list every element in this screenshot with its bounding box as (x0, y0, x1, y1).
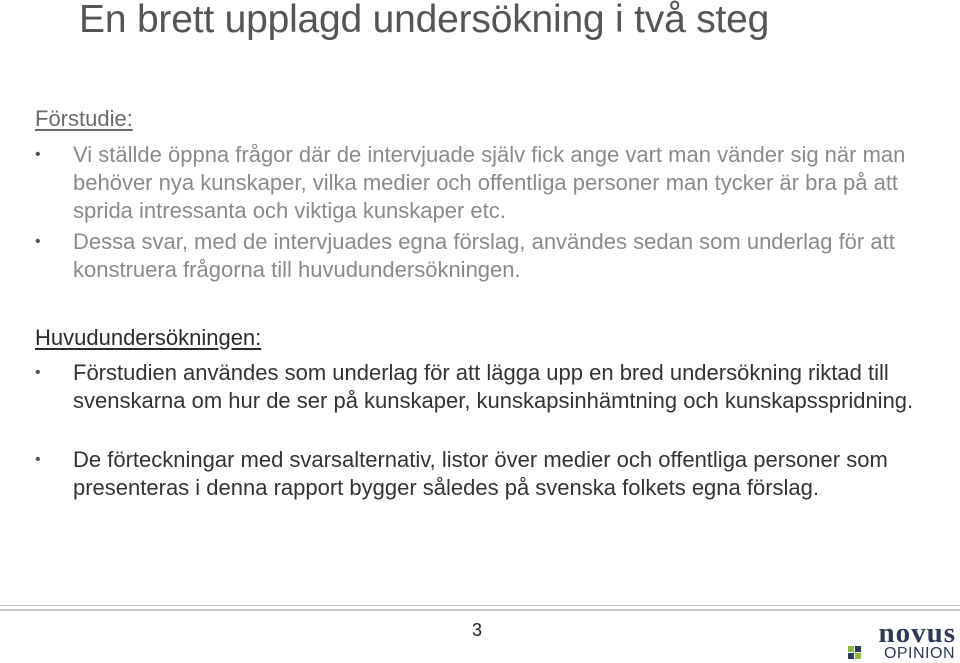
bullet-text: Förstudien användes som underlag för att lägga upp en bred undersökning riktad till svenskarna om hur de ser på kunskaper, kunskapsinhämtning och kunskapsspridning. (73, 360, 914, 413)
bullet-text: Vi ställde öppna frågor där de intervjuade själv fick ange vart man vänder sig när man behöver nya kunskaper, vilka medier och offentliga personer man tycker är bra på att sprida intressanta och viktiga kunskaper etc. (73, 142, 906, 223)
footer-divider (0, 605, 960, 606)
bullet-icon: • (35, 233, 41, 250)
page-number: 3 (471, 620, 482, 640)
bullet-text: De förteckningar med svarsalternativ, listor över medier och offentliga personer som presenteras i denna rapport bygger således på svenska folkets egna förslag. (73, 447, 888, 500)
logo-brand: novus (878, 617, 956, 649)
section-heading: Förstudie: (35, 106, 133, 131)
list-item (35, 446, 935, 502)
novus-opinion-logo (848, 617, 956, 663)
bullet-icon: • (35, 146, 41, 163)
bullet-icon: • (35, 451, 41, 468)
logo-sub: OPINION (883, 645, 955, 662)
list-item (35, 359, 935, 415)
bullet-icon: • (35, 364, 41, 381)
footer-divider (0, 609, 960, 611)
section-heading: Huvudundersökningen: (35, 325, 262, 350)
novus-mark-icon (848, 646, 862, 660)
slide-title: En brett upplagd undersökning i två steg (79, 0, 770, 41)
bullet-text: Dessa svar, med de intervjuades egna förslag, användes sedan som underlag för att konstruera frågorna till huvudundersökningen. (73, 229, 895, 282)
list-item (35, 228, 935, 284)
list-item (35, 141, 935, 225)
